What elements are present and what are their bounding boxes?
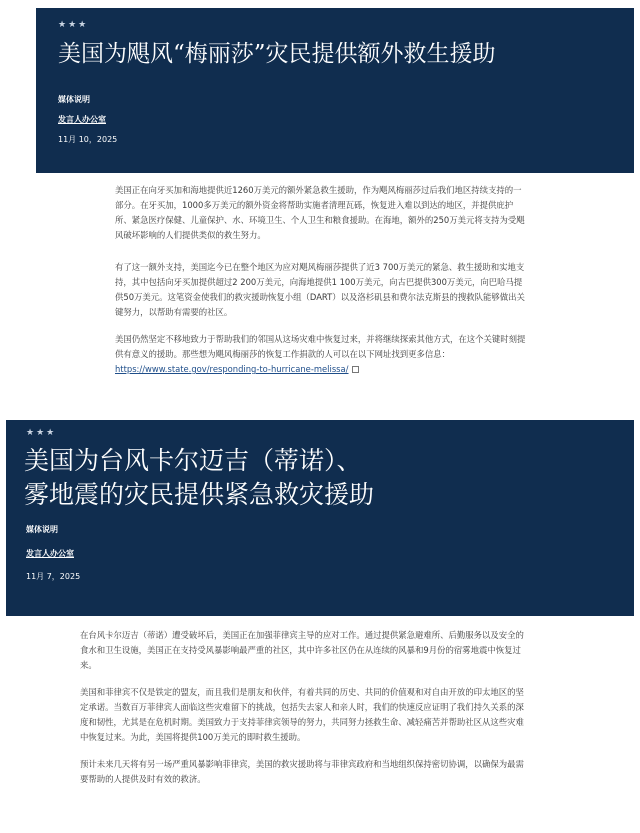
article2-body — [80, 628, 528, 799]
article2-paragraph-3: 预计未来几天将有另一场严重风暴影响菲律宾，美国的救灾援助将与菲律宾政府和当地组织保持密切协调，以确保为最需要帮助的人提供及时有效的救济。 — [80, 759, 524, 784]
article2-title-line2: 雾地震的灾民提供紧急救灾援助 — [24, 480, 375, 509]
article2-paragraph-2: 美国和菲律宾不仅是铁定的盟友，而且我们是朋友和伙伴，有着共同的历史、共同的价值观和对自由开放的印太地区的坚定承诺。当数百万菲律宾人面临这些灾难留下的挑战，包括失去家人和亲人时，我们的快速反应证明了我们持久关系的深度和韧性，尤其是在危机时期。美国致力于支持菲律宾领导的努力，共同努力拯救生命、减轻痛苦并帮助社区从这些灾难中恢复过来。为此，美国将提供100万美元的即时救生援助。 — [80, 687, 524, 742]
article1-title: 美国为飓风“梅丽莎”灾民提供额外救生援助 — [58, 41, 496, 67]
hurricane-melissa-link[interactable]: https://www.state.gov/responding-to-hurricane-melissa/ — [115, 364, 349, 374]
article2-date: 11月 7，2025 — [26, 572, 81, 581]
external-link-icon — [352, 366, 359, 373]
article1-spokesperson-office-link[interactable]: 发言人办公室 — [58, 115, 106, 124]
article1-media-note-label: 媒体说明 — [58, 95, 90, 104]
article2-media-note-label: 媒体说明 — [26, 525, 58, 534]
article2-spokesperson-office-link[interactable]: 发言人办公室 — [26, 549, 74, 558]
article1-body — [115, 183, 527, 389]
stars-icon: ★★★ — [58, 20, 89, 30]
article2-title — [24, 444, 624, 512]
article1-date: 11月 10，2025 — [58, 135, 118, 144]
article1-paragraph-3 — [115, 332, 527, 377]
article1-paragraph-3-text: 美国仍然坚定不移地致力于帮助我们的邻国从这场灾难中恢复过来，并将继续探索其他方式，在这个关键时刻提供有意义的援助。那些想为飓风梅丽莎的恢复工作捐款的人可以在以下网址找到更多信息： — [115, 334, 526, 359]
stars-icon: ★★★ — [26, 428, 57, 438]
article2-title-line1: 美国为台风卡尔迈吉（蒂诺）、 — [24, 446, 362, 475]
article2-paragraph-1: 在台风卡尔迈吉（蒂诺）遭受破坏后，美国正在加强菲律宾主导的应对工作。通过提供紧急避难所、后勤服务以及安全的食水和卫生设施，美国正在支持受风暴影响最严重的社区，其中许多社区仍在从连续的风暴和9月份的宿雾地震中恢复过来。 — [80, 630, 524, 670]
article1-header-banner — [36, 8, 634, 173]
article2-header-banner — [6, 420, 634, 616]
article1-paragraph-1: 美国正在向牙买加和海地提供近1260万美元的额外紧急救生援助，作为飓风梅丽莎过后我们地区持续支持的一部分。在牙买加，1000多万美元的额外资金将帮助实施者清理瓦砾，恢复进入难以到达的地区，并提供庇护所、紧急医疗保健、儿童保护、水、环境卫生、个人卫生和粮食援助。在海地，额外的250万美元将支持为受飓风破坏影响的人们提供类似的救生努力。 — [115, 185, 525, 240]
article1-paragraph-2: 有了这一额外支持，美国迄今已在整个地区为应对飓风梅丽莎提供了近3 700万美元的紧急、救生援助和实地支持，其中包括向牙买加提供超过2 200万美元，向海地提供1 100万美元，向古巴提供300万美元，向巴哈马提供50万美元。这笔资金使我们的救灾援助恢复小组（DART）以及洛杉矶县和费尔法克斯县的搜救队能够做出关键努力，以帮助有需要的社区。 — [115, 262, 525, 317]
